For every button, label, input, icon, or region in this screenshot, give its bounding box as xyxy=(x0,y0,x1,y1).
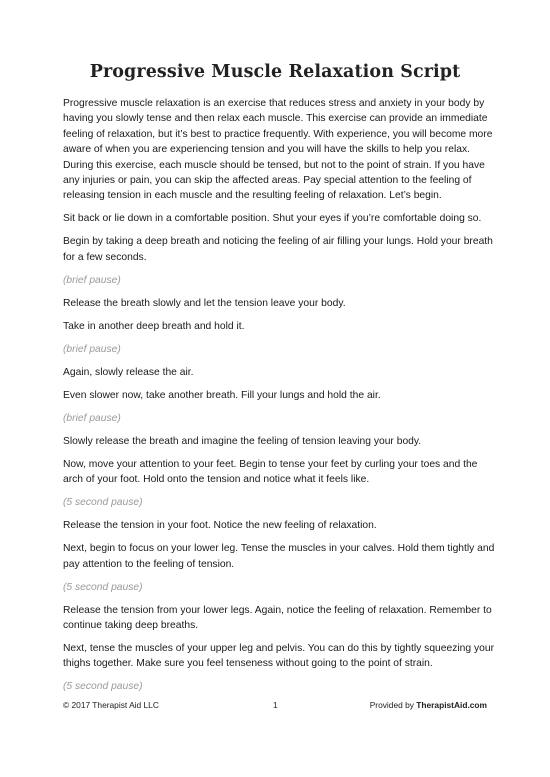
paragraph: Release the tension in your foot. Notice the new feeling of relaxation. xyxy=(63,520,377,532)
document-body xyxy=(63,96,495,702)
provided-by-label: Provided by xyxy=(369,700,414,710)
paragraph: Release the tension from your lower legs. Again, notice the feeling of relaxation. Remember to continue taking deep breaths. xyxy=(63,604,492,632)
copyright-text: © 2017 Therapist Aid LLC xyxy=(63,700,159,710)
paragraph: Next, begin to focus on your lower leg. Tense the muscles in your calves. Hold them tightly and pay attention to the feeling of tension. xyxy=(63,543,495,570)
paragraph: Even slower now, take another breath. Fill your lungs and hold the air. xyxy=(63,389,381,401)
paragraph: Again, slowly release the air. xyxy=(63,366,194,378)
pause-note: (brief pause) xyxy=(63,343,121,355)
pause-note: (brief pause) xyxy=(63,274,121,286)
pause-note: (5 second pause) xyxy=(63,581,143,593)
pause-note: (brief pause) xyxy=(63,412,121,424)
provided-by xyxy=(370,700,487,710)
paragraph: Slowly release the breath and imagine the feeling of tension leaving your body. xyxy=(63,435,422,447)
pause-note: (5 second pause) xyxy=(63,681,143,693)
paragraph: Release the breath slowly and let the tension leave your body. xyxy=(63,297,346,309)
pause-note: (5 second pause) xyxy=(63,497,143,509)
brand-name: TherapistAid.com xyxy=(416,700,487,710)
paragraph: Now, move your attention to your feet. Begin to tense your feet by curling your toes and the arch of your foot. Hold onto the tension and notice what it feels like. xyxy=(63,458,478,486)
page-number: 1 xyxy=(273,700,278,710)
page-title: Progressive Muscle Relaxation Script xyxy=(89,62,461,82)
paragraph: Begin by taking a deep breath and noticing the feeling of air filling your lungs. Hold your breath for a few seconds. xyxy=(63,236,493,263)
paragraph: Next, tense the muscles of your upper leg and pelvis. You can do this by tightly squeezing your thighs together. Make sure you feel tenseness without going to the point of strain. xyxy=(63,643,495,670)
paragraph: Take in another deep breath and hold it. xyxy=(63,320,245,332)
paragraph: Progressive muscle relaxation is an exercise that reduces stress and anxiety in your body by having you slowly tense and then relax each muscle. This exercise can provide an immediate feeling of relaxation, but it’s best to practice frequently. With experience, you will become more aware of when you are experiencing tension and you will have the skills to help you relax. During this exercise, each muscle should be tensed, but not to the point of strain. If you have any injuries or pain, you can skip the affected areas. Pay special attention to the feeling of releasing tension in each muscle and the resulting feeling of relaxation. Let’s begin. xyxy=(63,98,493,202)
paragraph: Sit back or lie down in a comfortable position. Shut your eyes if you’re comfortable doing so. xyxy=(63,213,482,225)
